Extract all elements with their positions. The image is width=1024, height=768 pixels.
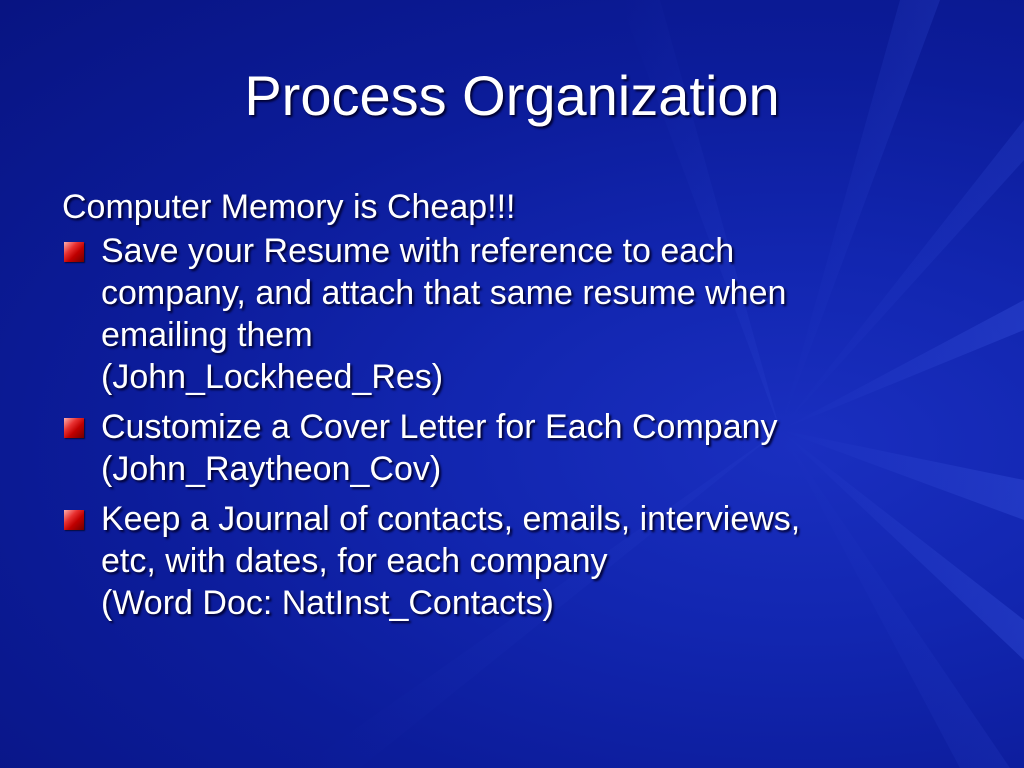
square-bullet-icon xyxy=(64,510,84,530)
bullet-line: Save your Resume with reference to each xyxy=(101,232,735,270)
bullet-line: Customize a Cover Letter for Each Company xyxy=(101,408,778,446)
bullet-line: etc, with dates, for each company xyxy=(101,542,608,580)
bullet-item xyxy=(62,230,962,398)
bullet-line: (Word Doc: NatInst_Contacts) xyxy=(101,584,554,622)
square-bullet-icon xyxy=(64,418,84,438)
bullet-line: (John_Lockheed_Res) xyxy=(101,358,444,396)
lead-text: Computer Memory is Cheap!!! xyxy=(62,188,516,226)
bullet-list xyxy=(62,230,962,624)
slide-title: Process Organization xyxy=(244,64,780,127)
bullet-line: emailing them xyxy=(101,316,313,354)
bullet-line: Keep a Journal of contacts, emails, interviews, xyxy=(101,500,801,538)
bullet-line: (John_Raytheon_Cov) xyxy=(101,450,442,488)
bullet-item xyxy=(62,406,962,490)
square-bullet-icon xyxy=(64,242,84,262)
slide-body xyxy=(62,186,962,632)
bullet-item xyxy=(62,498,962,624)
bullet-line: company, and attach that same resume when xyxy=(101,274,787,312)
